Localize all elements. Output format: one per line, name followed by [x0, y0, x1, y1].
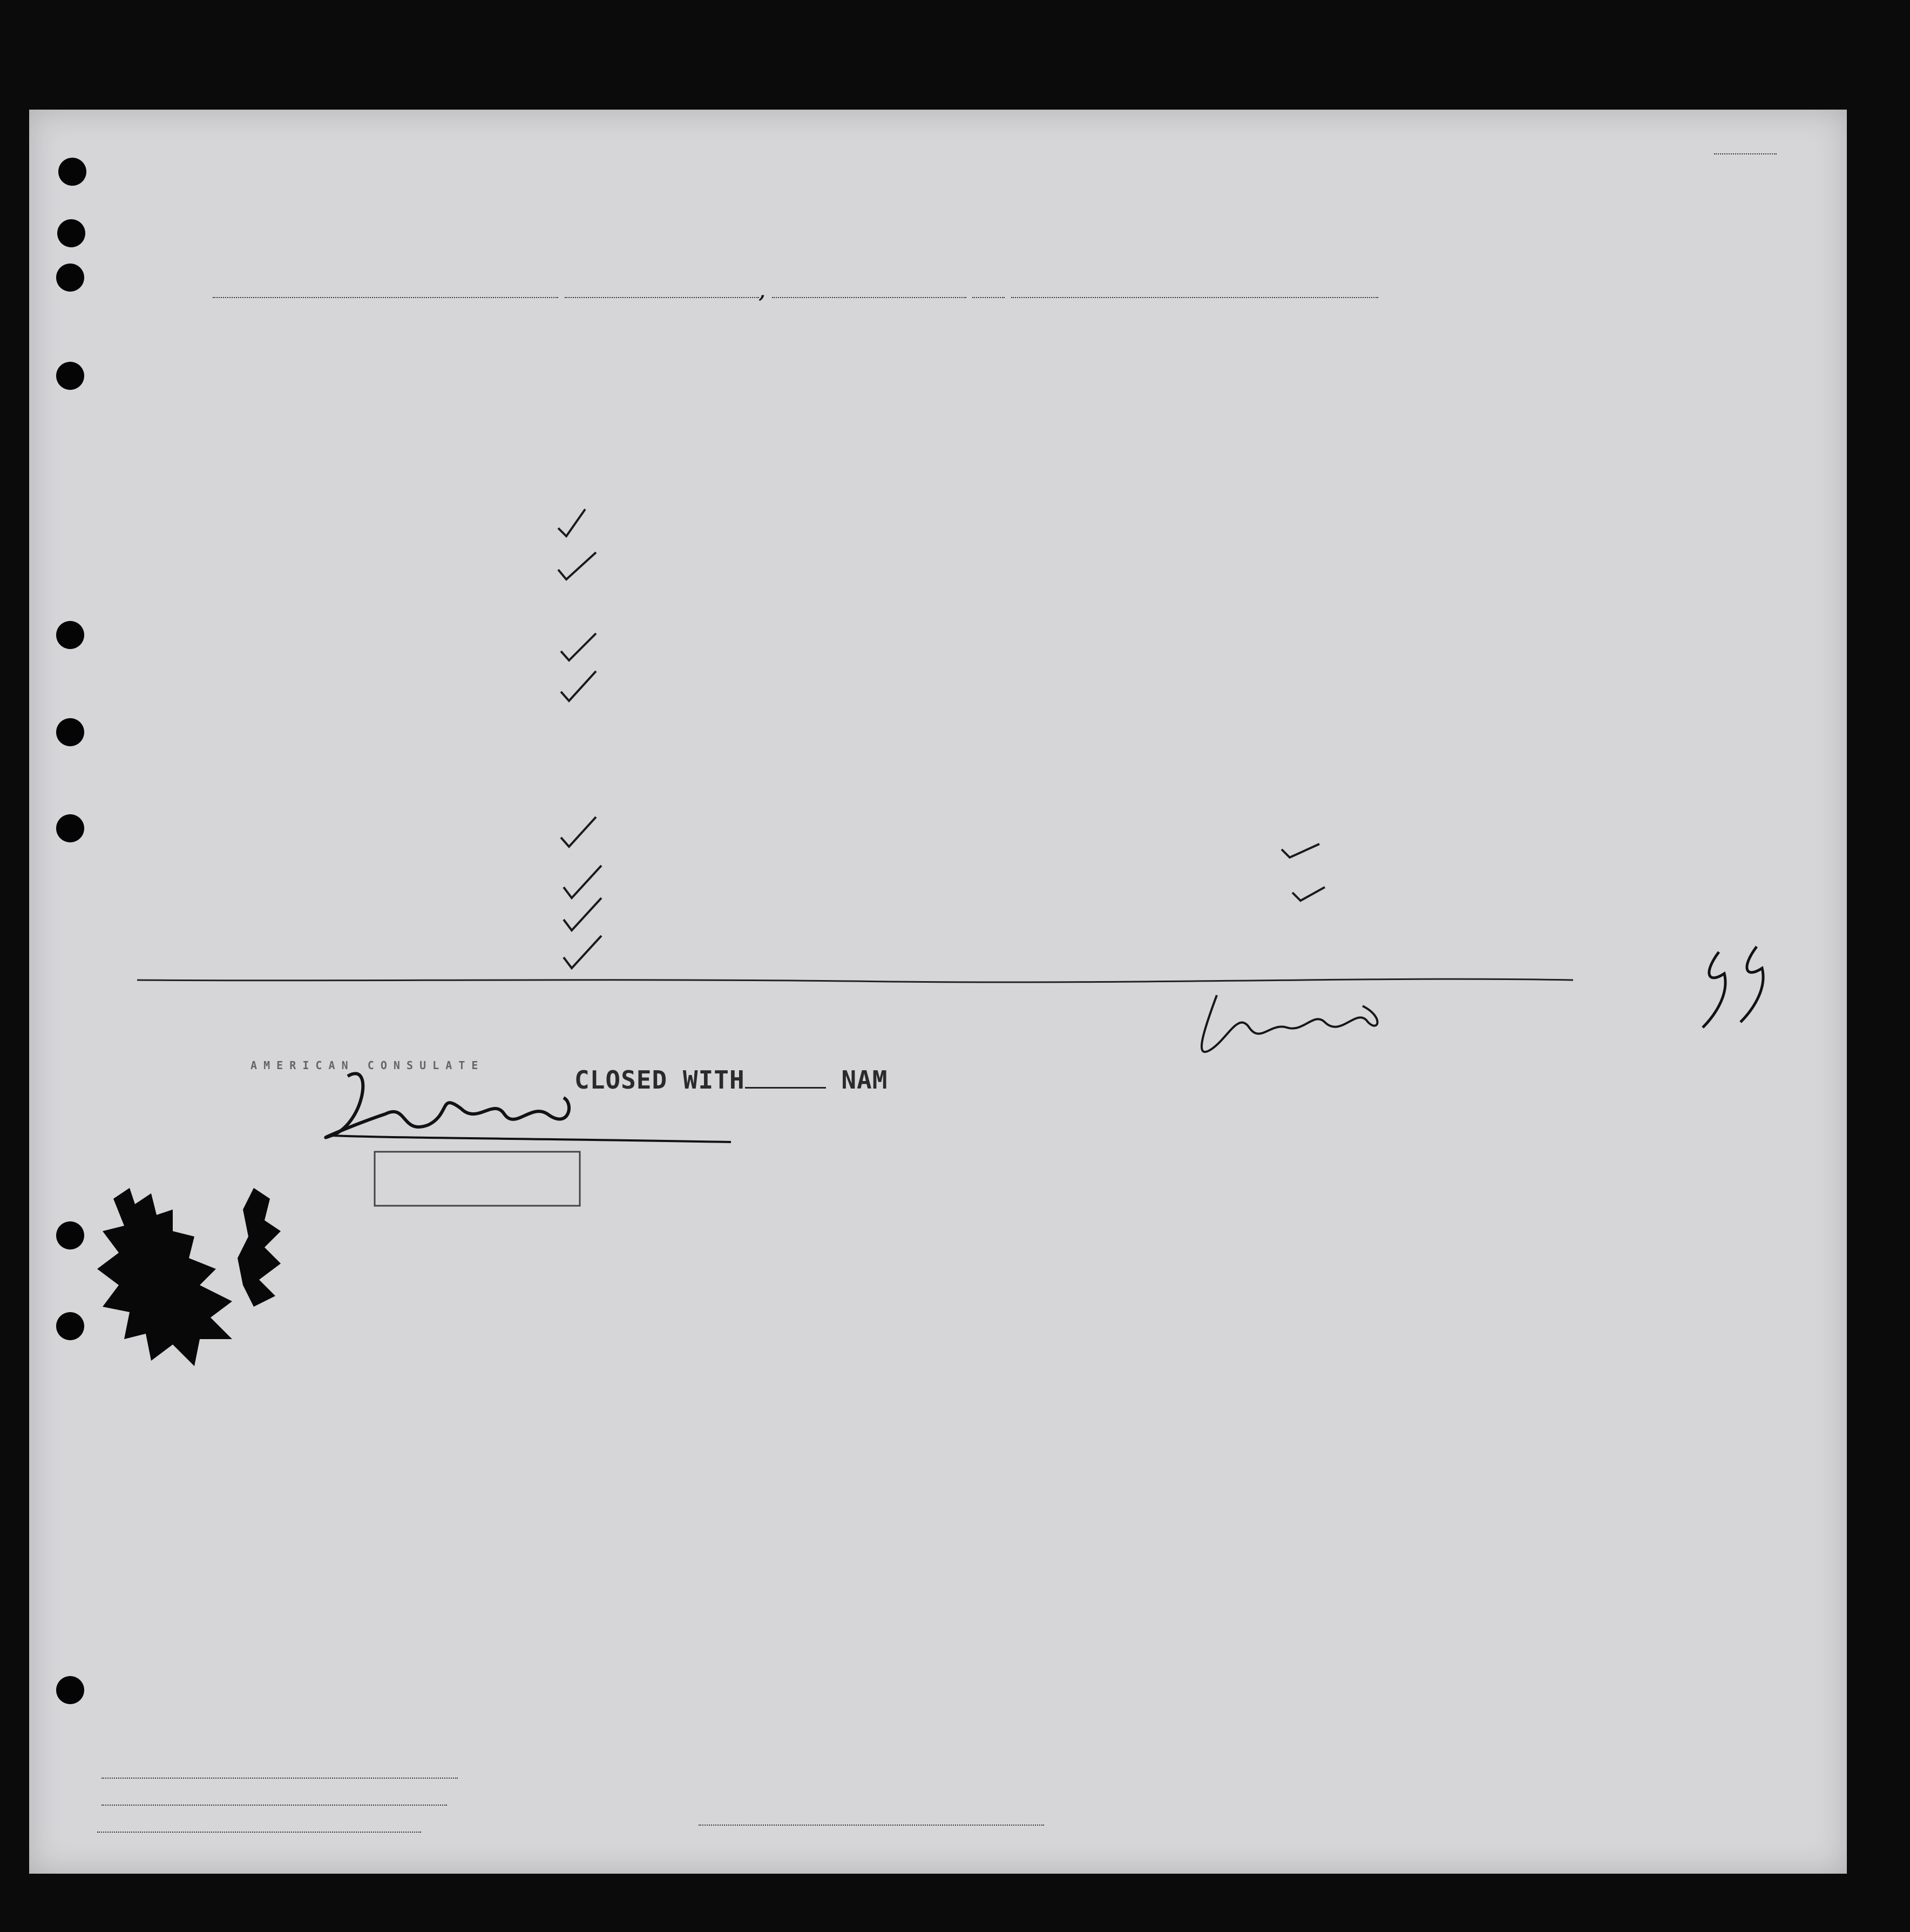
binder-hole [58, 158, 86, 186]
closed-stamp: CLOSED WITH NAM [574, 1065, 888, 1095]
consul-stamp-box [375, 1152, 580, 1206]
binder-hole [56, 814, 84, 842]
binder-hole [56, 1312, 84, 1340]
binder-hole [57, 219, 85, 247]
wax-seal-blot [92, 1177, 340, 1382]
consul-stamp-top: A M E R I C A N C O N S U L A T E [250, 1059, 478, 1072]
binder-hole [56, 264, 84, 292]
binder-hole [56, 621, 84, 649]
binder-hole [56, 1676, 84, 1704]
binder-hole [56, 718, 84, 746]
binder-hole [56, 362, 84, 390]
manifest-sheet [29, 110, 1847, 1874]
binder-hole [56, 1221, 84, 1249]
ink-marks [29, 110, 1847, 1874]
vessel-line: , [213, 281, 1378, 303]
consul-signature-tail [331, 1136, 731, 1142]
row-13-strike [137, 979, 1573, 982]
service-checkmarks [558, 509, 1325, 968]
mid-signature [1202, 995, 1378, 1052]
inspector-initials [1703, 947, 1763, 1028]
consul-signature [326, 1073, 569, 1137]
